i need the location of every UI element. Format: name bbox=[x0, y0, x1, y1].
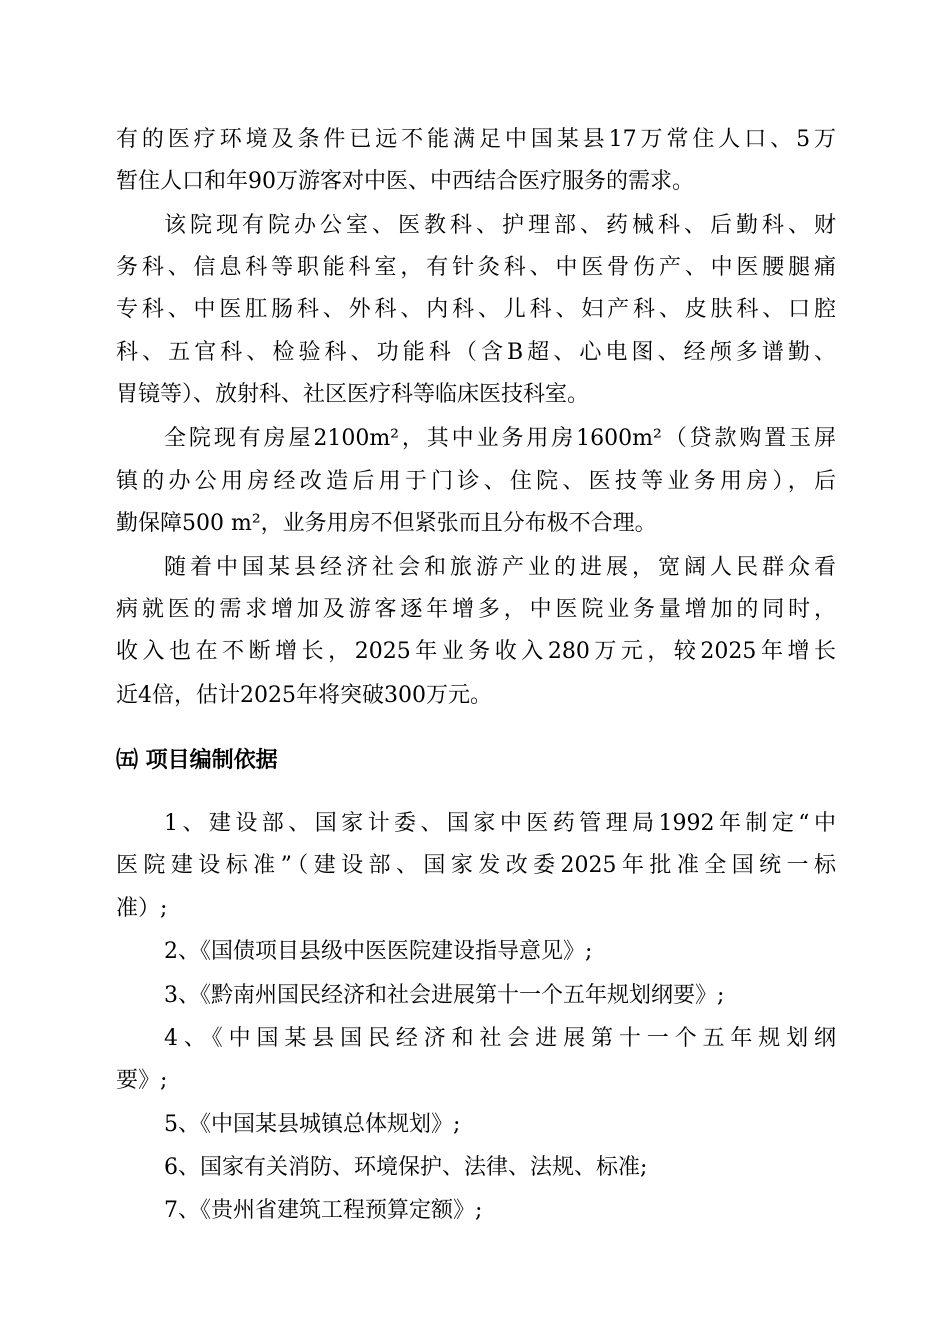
paragraph-line: 胃镜等）、放射科、社区医疗科等临床医技科室。 bbox=[116, 382, 590, 407]
list-item: 1、建设部、国家计委、国家中医药管理局1992年制定“中 bbox=[164, 811, 836, 836]
section-heading: ㈤ 项目编制依据 bbox=[116, 748, 278, 773]
list-item: 准）; bbox=[116, 896, 168, 921]
paragraph-line: 科、五官科、检验科、功能科（含B超、心电图、经颅多谱勤、 bbox=[116, 340, 836, 365]
paragraph-line: 近4倍，估计2025年将突破300万元。 bbox=[116, 683, 492, 708]
list-item: 要》; bbox=[116, 1068, 168, 1093]
list-item: 2、《国债项目县级中医医院建设指导意见》; bbox=[164, 939, 593, 964]
paragraph-line: 勤保障500 m²，业务用房不但紧张而且分布极不合理。 bbox=[116, 511, 657, 536]
list-item: 4、《中国某县国民经济和社会进展第十一个五年规划纲 bbox=[164, 1026, 836, 1051]
list-item: 医院建设标准”（建设部、国家发改委2025年批准全国统一标 bbox=[116, 853, 836, 878]
list-item: 7、《贵州省建筑工程预算定额》; bbox=[164, 1198, 483, 1223]
paragraph-line: 专科、中医肛肠科、外科、内科、儿科、妇产科、皮肤科、口腔 bbox=[116, 297, 836, 322]
paragraph-line: 该院现有院办公室、医教科、护理部、药械科、后勤科、财 bbox=[164, 213, 836, 238]
list-item: 6、国家有关消防、环境保护、法律、法规、标准; bbox=[164, 1155, 648, 1180]
paragraph-line: 有的医疗环境及条件已远不能满足中国某县17万常住人口、5万 bbox=[116, 127, 836, 152]
paragraph-line: 暂住人口和年90万游客对中医、中西结合医疗服务的需求。 bbox=[116, 169, 694, 194]
paragraph-line: 全院现有房屋2100m²，其中业务用房1600m²（贷款购置玉屏 bbox=[164, 426, 836, 451]
paragraph-line: 镇的办公用房经改造后用于门诊、住院、医技等业务用房），后 bbox=[116, 469, 836, 494]
paragraph-line: 务科、信息科等职能科室，有针灸科、中医骨伤产、中医腰腿痛 bbox=[116, 255, 836, 280]
list-item: 3、《黔南州国民经济和社会进展第十一个五年规划纲要》; bbox=[164, 983, 725, 1008]
paragraph-line: 收入也在不断增长，2025年业务收入280万元，较2025年增长 bbox=[116, 639, 836, 664]
paragraph-line: 随着中国某县经济社会和旅游产业的进展，宽阔人民群众看 bbox=[164, 555, 836, 580]
list-item: 5、《中国某县城镇总体规划》; bbox=[164, 1112, 461, 1137]
paragraph-line: 病就医的需求增加及游客逐年增多，中医院业务量增加的同时， bbox=[116, 597, 836, 622]
